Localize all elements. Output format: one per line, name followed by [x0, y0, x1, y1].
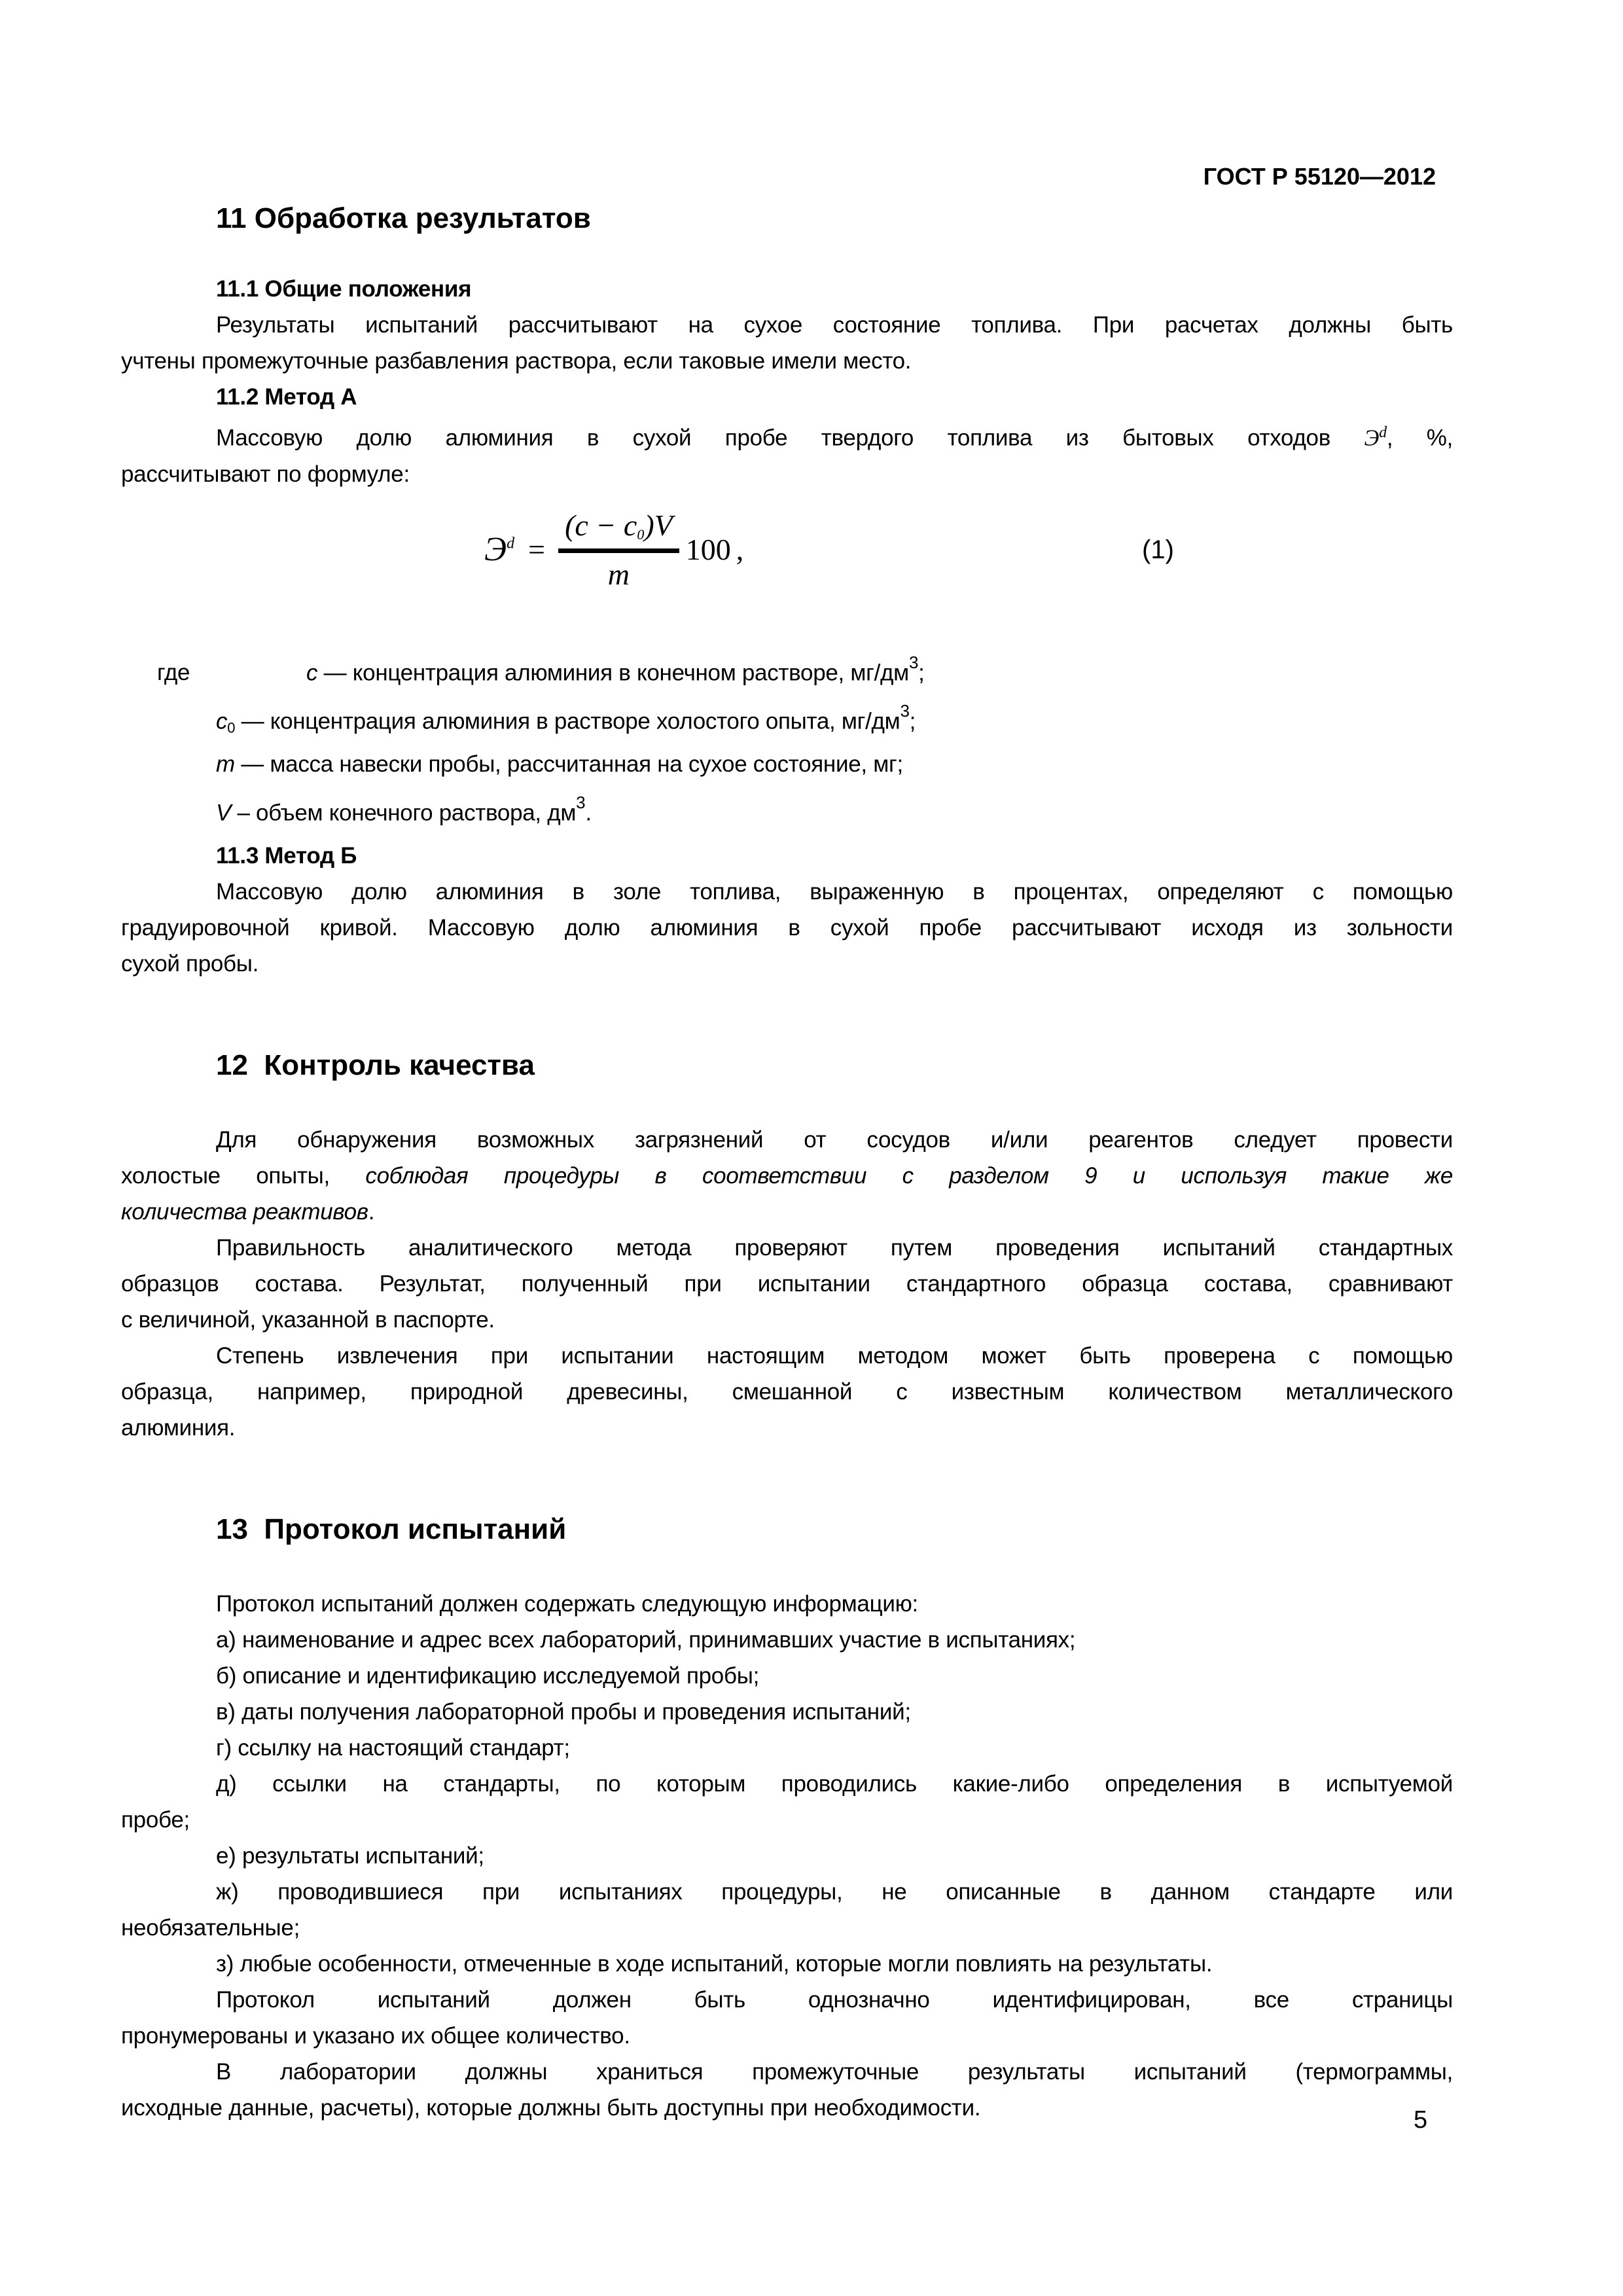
text-line: б) описание и идентификацию исследуемой пробы; [216, 1662, 759, 1689]
punctuation: ; [909, 708, 916, 734]
formula-factor: 100 [685, 533, 731, 567]
list-item-a [121, 1622, 1453, 1658]
formula-expression [484, 508, 743, 592]
section-11-title: 11 Обработка результатов [216, 202, 591, 234]
numerator-run: (c − c [565, 508, 637, 542]
list-item-z [121, 1946, 1453, 1982]
fraction-denominator: m [558, 548, 679, 592]
text-line: В лаборатории должны храниться промежуточные результаты испытаний (термограммы, [216, 2058, 1453, 2085]
punctuation: ; [918, 660, 925, 686]
variable-subscript: 0 [227, 719, 236, 736]
heading-11-1: 11.1 Общие положения [216, 276, 472, 302]
where-block [121, 649, 1453, 838]
text-line: Массовую долю алюминия в золе топлива, выраженную в процентах, определяют с помощью [216, 878, 1453, 905]
page-number: 5 [1414, 2106, 1428, 2134]
fraction [558, 508, 679, 592]
list-item-v [121, 1694, 1453, 1730]
list-item-zh [121, 1874, 1453, 1946]
symbol-ed: Э [1364, 425, 1380, 451]
paragraph-13-2 [121, 1982, 1453, 2054]
paragraph-11-3 [121, 874, 1453, 982]
text-line: а) наименование и адрес всех лабораторий, принимавших участие в испытаниях; [216, 1626, 1076, 1653]
unit-text: мг/дм [841, 708, 901, 734]
list-item-b [121, 1658, 1453, 1694]
list-item-g [121, 1730, 1453, 1766]
definition-text: – объем конечного раствора, [231, 800, 548, 826]
italic-run: соблюдая процедуры в соответствии с разделом 9 и используя такие же [365, 1162, 1453, 1189]
heading-11-3: 11.3 Метод Б [216, 842, 357, 869]
variable-c0: c [216, 708, 228, 734]
text-line: рассчитывают по формуле: [121, 461, 410, 487]
unit-superscript: 3 [900, 701, 910, 721]
text-run: , %, [1386, 425, 1454, 451]
fraction-numerator [558, 508, 679, 548]
variable-c: c [306, 660, 318, 686]
unit-text: дм [547, 800, 577, 826]
text-line: Правильность аналитического метода проверяют путем проведения испытаний стандартных [216, 1234, 1453, 1261]
definition-text: — масса навески пробы, рассчитанная на сухое состояние, мг; [234, 751, 903, 777]
text-line: образцов состава. Результат, полученный при испытании стандартного образца состава, сравнивают [121, 1270, 1453, 1297]
formula-number: (1) [1142, 535, 1174, 564]
text-line: исходные данные, расчеты), которые должны быть доступны при необходимости. [121, 2094, 981, 2121]
heading-11-2: 11.2 Метод А [216, 384, 357, 410]
formula-lhs [484, 530, 514, 569]
equals-sign: = [526, 533, 547, 567]
where-line-c [157, 649, 1453, 698]
text-line: необязательные; [121, 1914, 300, 1941]
numerator-subscript: 0 [637, 526, 645, 543]
text-line [121, 1158, 1453, 1194]
text-line: сухой пробы. [121, 950, 259, 977]
definition-text: — концентрация алюминия в конечном растворе, [317, 660, 851, 686]
section-12-title: 12 Контроль качества [216, 1049, 535, 1081]
paragraph-12-3 [121, 1338, 1453, 1446]
list-item-d [121, 1766, 1453, 1838]
text-line: д) ссылки на стандарты, по которым проводились какие-либо определения в испытуемой [216, 1770, 1453, 1797]
formula-1 [121, 504, 1453, 632]
text-line: Степень извлечения при испытании настоящим методом может быть проверена с помощью [216, 1342, 1453, 1369]
text-line: з) любые особенности, отмеченные в ходе испытаний, которые могли повлиять на результаты. [216, 1950, 1213, 1977]
punctuation: . [368, 1198, 375, 1225]
italic-run: количества реактивов [121, 1198, 368, 1225]
unit-text: мг/дм [850, 660, 909, 686]
paragraph-11-1 [121, 307, 1453, 379]
where-line-c0 [216, 697, 1453, 746]
text-line: Результаты испытаний рассчитывают на сухое состояние топлива. При расчетах должны быть [216, 312, 1453, 338]
text-line: Протокол испытаний должен быть однозначно идентифицирован, все страницы [216, 1986, 1453, 2013]
punctuation: . [585, 800, 592, 826]
text-line: пробе; [121, 1806, 190, 1833]
definition-text: — концентрация алюминия в растворе холостого опыта, [235, 708, 842, 734]
where-line-v [216, 789, 1453, 838]
standard-number: ГОСТ Р 55120—2012 [1203, 163, 1436, 190]
text-line [121, 415, 1453, 456]
list-item-e [121, 1838, 1453, 1874]
text-line: учтены промежуточные разбавления раствора, если таковые имели место. [121, 348, 912, 374]
paragraph-13-3 [121, 2054, 1453, 2126]
text-line: градуировочной кривой. Массовую долю алюминия в сухой пробе рассчитывают исходя из зольности [121, 914, 1453, 941]
variable-m: m [216, 751, 235, 777]
text-line: в) даты получения лабораторной пробы и проведения испытаний; [216, 1698, 911, 1725]
text-line: алюминия. [121, 1414, 236, 1441]
text-line: с величиной, указанной в паспорте. [121, 1306, 495, 1333]
paragraph-11-2 [121, 415, 1453, 492]
formula-lhs-superscript: d [507, 535, 515, 552]
text-line: г) ссылку на настоящий стандарт; [216, 1734, 570, 1761]
formula-comma: , [736, 533, 744, 567]
unit-superscript: 3 [576, 792, 586, 812]
text-line: Для обнаружения возможных загрязнений от сосудов и/или реагентов следует провести [216, 1126, 1453, 1153]
variable-v: V [216, 800, 232, 826]
paragraph-13-intro [121, 1586, 1453, 1622]
text-line: образца, например, природной древесины, смешанной с известным количеством металлического [121, 1378, 1453, 1405]
text-line: ж) проводившиеся при испытаниях процедуры, не описанные в данном стандарте или [216, 1878, 1453, 1905]
text-line [121, 1194, 1453, 1230]
page-content [121, 162, 1453, 2126]
text-line: пронумерованы и указано их общее количество. [121, 2022, 630, 2049]
paragraph-12-1 [121, 1122, 1453, 1230]
where-intro: где [157, 660, 190, 686]
symbol-ed-superscript: d [1379, 424, 1387, 441]
text-run: холостые опыты, [121, 1162, 366, 1189]
text-line: Протокол испытаний должен содержать следующую информацию: [216, 1590, 918, 1617]
section-13-title: 13 Протокол испытаний [216, 1513, 567, 1545]
text-line: е) результаты испытаний; [216, 1842, 484, 1869]
numerator-run: )V [644, 508, 673, 542]
formula-symbol: Э [484, 531, 507, 569]
unit-superscript: 3 [908, 652, 919, 672]
paragraph-12-2 [121, 1230, 1453, 1338]
text-run: Массовую долю алюминия в сухой пробе твердого топлива из бытовых отходов [216, 425, 1364, 451]
where-line-m [216, 746, 1453, 789]
